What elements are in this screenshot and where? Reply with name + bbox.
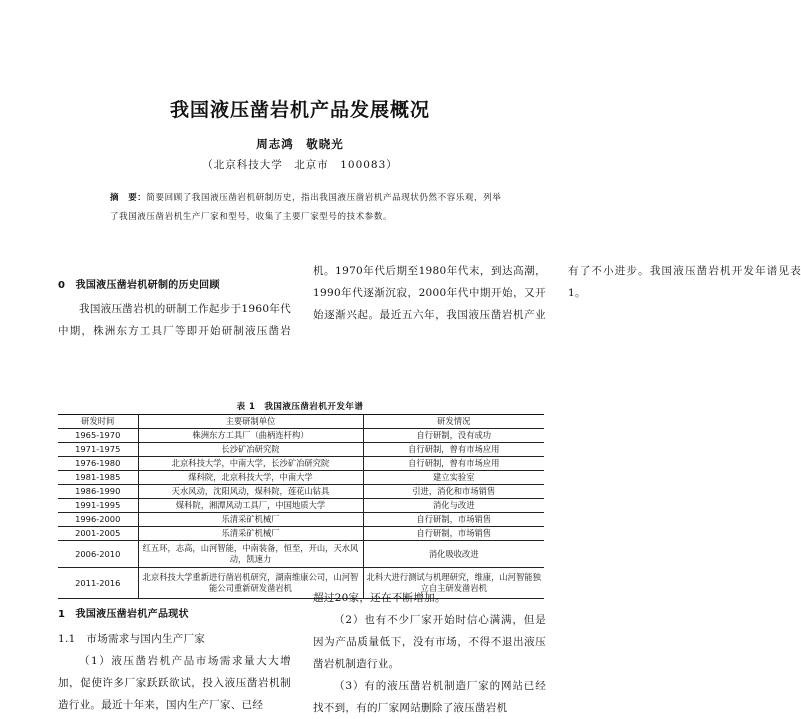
table-row: [58, 471, 544, 485]
header-status: 研发情况: [363, 415, 544, 429]
cell-status: 自行研制，曾有市场应用: [363, 457, 544, 471]
cell-units: 长沙矿冶研究院: [138, 443, 363, 457]
table-1-caption: 表 1 我国液压凿岩机开发年谱: [236, 402, 364, 412]
cell-units: 煤科院，湘潭风动工具厂，中国地质大学: [138, 499, 363, 513]
table-row: [58, 541, 544, 568]
cell-units: 红五环，志高，山河智能，中南装备，恒至，开山，天水风动，凯速力: [138, 541, 363, 568]
section-0-paragraph: 我国液压凿岩机的研制工作起步于1960年代中期，株洲东方工具厂等即开始研制液压凿岩机。1970年代后期至1980年代末，到达高潮，1990年代逐渐沉寂，2000年代中期开始，又开始逐渐兴起。最近五六年，我国液压凿岩机产业有了不小进步。我国液压凿岩机开发年谱见表1。: [58, 265, 801, 337]
cell-period: 2011-2016: [58, 568, 138, 599]
cell-units: 乐清采矿机械厂: [138, 527, 363, 541]
section-0-heading: 0 我国液压凿岩机研制的历史回顾: [58, 280, 220, 291]
cell-units: 北京科技大学，中南大学，长沙矿冶研究院: [138, 457, 363, 471]
table-header-row: [58, 415, 544, 429]
cell-status: 自行研制，市场销售: [363, 527, 544, 541]
section-1-left-text: [58, 650, 291, 716]
table-row: [58, 513, 544, 527]
section-1-left-paragraph: （1）液压凿岩机产品市场需求量大大增加，促使许多厂家跃跃欲试，投入液压凿岩机制造行业。最近十年来，国内生产厂家、已经: [58, 655, 291, 711]
cell-status: 消化与改进: [363, 499, 544, 513]
section-1-right-paragraph-3: （3）有的液压凿岩机制造厂家的网站已经找不到，有的厂家网站删除了液压凿岩机: [313, 680, 546, 714]
subsection-1-1-heading: 1.1 市场需求与国内生产厂家: [58, 633, 206, 645]
table-row: [58, 443, 544, 457]
cell-units: 天水风动，沈阳风动，煤科院，莲花山钻具: [138, 485, 363, 499]
section-1-heading: 1 我国液压凿岩机产品现状: [58, 609, 189, 620]
table-row: [58, 499, 544, 513]
paper-affiliation: （北京科技大学 北京市 100083）: [202, 159, 398, 171]
cell-status: 建立实验室: [363, 471, 544, 485]
table-row: [58, 429, 544, 443]
cell-units: 北京科技大学重新进行凿岩机研究，湖南维康公司，山河智能公司重新研发凿岩机: [138, 568, 363, 599]
section-1-right-text: [313, 587, 546, 719]
cell-status: 自行研制，市场销售: [363, 513, 544, 527]
section-1-right-continuation: 超过20家，还在不断增加。: [313, 592, 446, 604]
section-1-right-paragraph-2: （2）也有不少厂家开始时信心满满，但是因为产品质量低下，没有市场，不得不退出液压凿岩机制造行业。: [313, 614, 546, 670]
section-0-text-columns: [58, 260, 801, 348]
cell-status: 消化吸收改进: [363, 541, 544, 568]
abstract-text: 简要回顾了我国液压凿岩机研制历史，指出我国液压凿岩机产品现状仍然不容乐观，列举了我国液压凿岩机生产厂家和型号，收集了主要厂家型号的技术参数。: [110, 193, 502, 222]
cell-period: 1991-1995: [58, 499, 138, 513]
cell-period: 1986-1990: [58, 485, 138, 499]
table-row: [58, 485, 544, 499]
header-period: 研发时间: [58, 415, 138, 429]
cell-period: 1981-1985: [58, 471, 138, 485]
abstract: [110, 189, 505, 227]
abstract-label: 摘 要：: [110, 193, 147, 203]
cell-units: 煤科院，北京科技大学，中南大学: [138, 471, 363, 485]
table-row: [58, 457, 544, 471]
cell-period: 1965-1970: [58, 429, 138, 443]
cell-period: 2001-2005: [58, 527, 138, 541]
cell-period: 1976-1980: [58, 457, 138, 471]
cell-period: 1971-1975: [58, 443, 138, 457]
cell-period: 2006-2010: [58, 541, 138, 568]
cell-status: 引进，消化和市场销售: [363, 485, 544, 499]
cell-status: 自行研制，曾有市场应用: [363, 443, 544, 457]
cell-units: 乐清采矿机械厂: [138, 513, 363, 527]
development-table: [58, 414, 544, 599]
cell-status: 北科大进行测试与机理研究，维康，山河智能独立自主研发凿岩机: [363, 568, 544, 599]
cell-units: 株洲东方工具厂（曲柄连杆构）: [138, 429, 363, 443]
table-row: [58, 527, 544, 541]
header-units: 主要研制单位: [138, 415, 363, 429]
paper-title: 我国液压凿岩机产品发展概况: [169, 99, 430, 121]
paper-authors: 周志鸿 敬晓光: [256, 137, 344, 151]
cell-period: 1996-2000: [58, 513, 138, 527]
cell-status: 自行研制，没有成功: [363, 429, 544, 443]
